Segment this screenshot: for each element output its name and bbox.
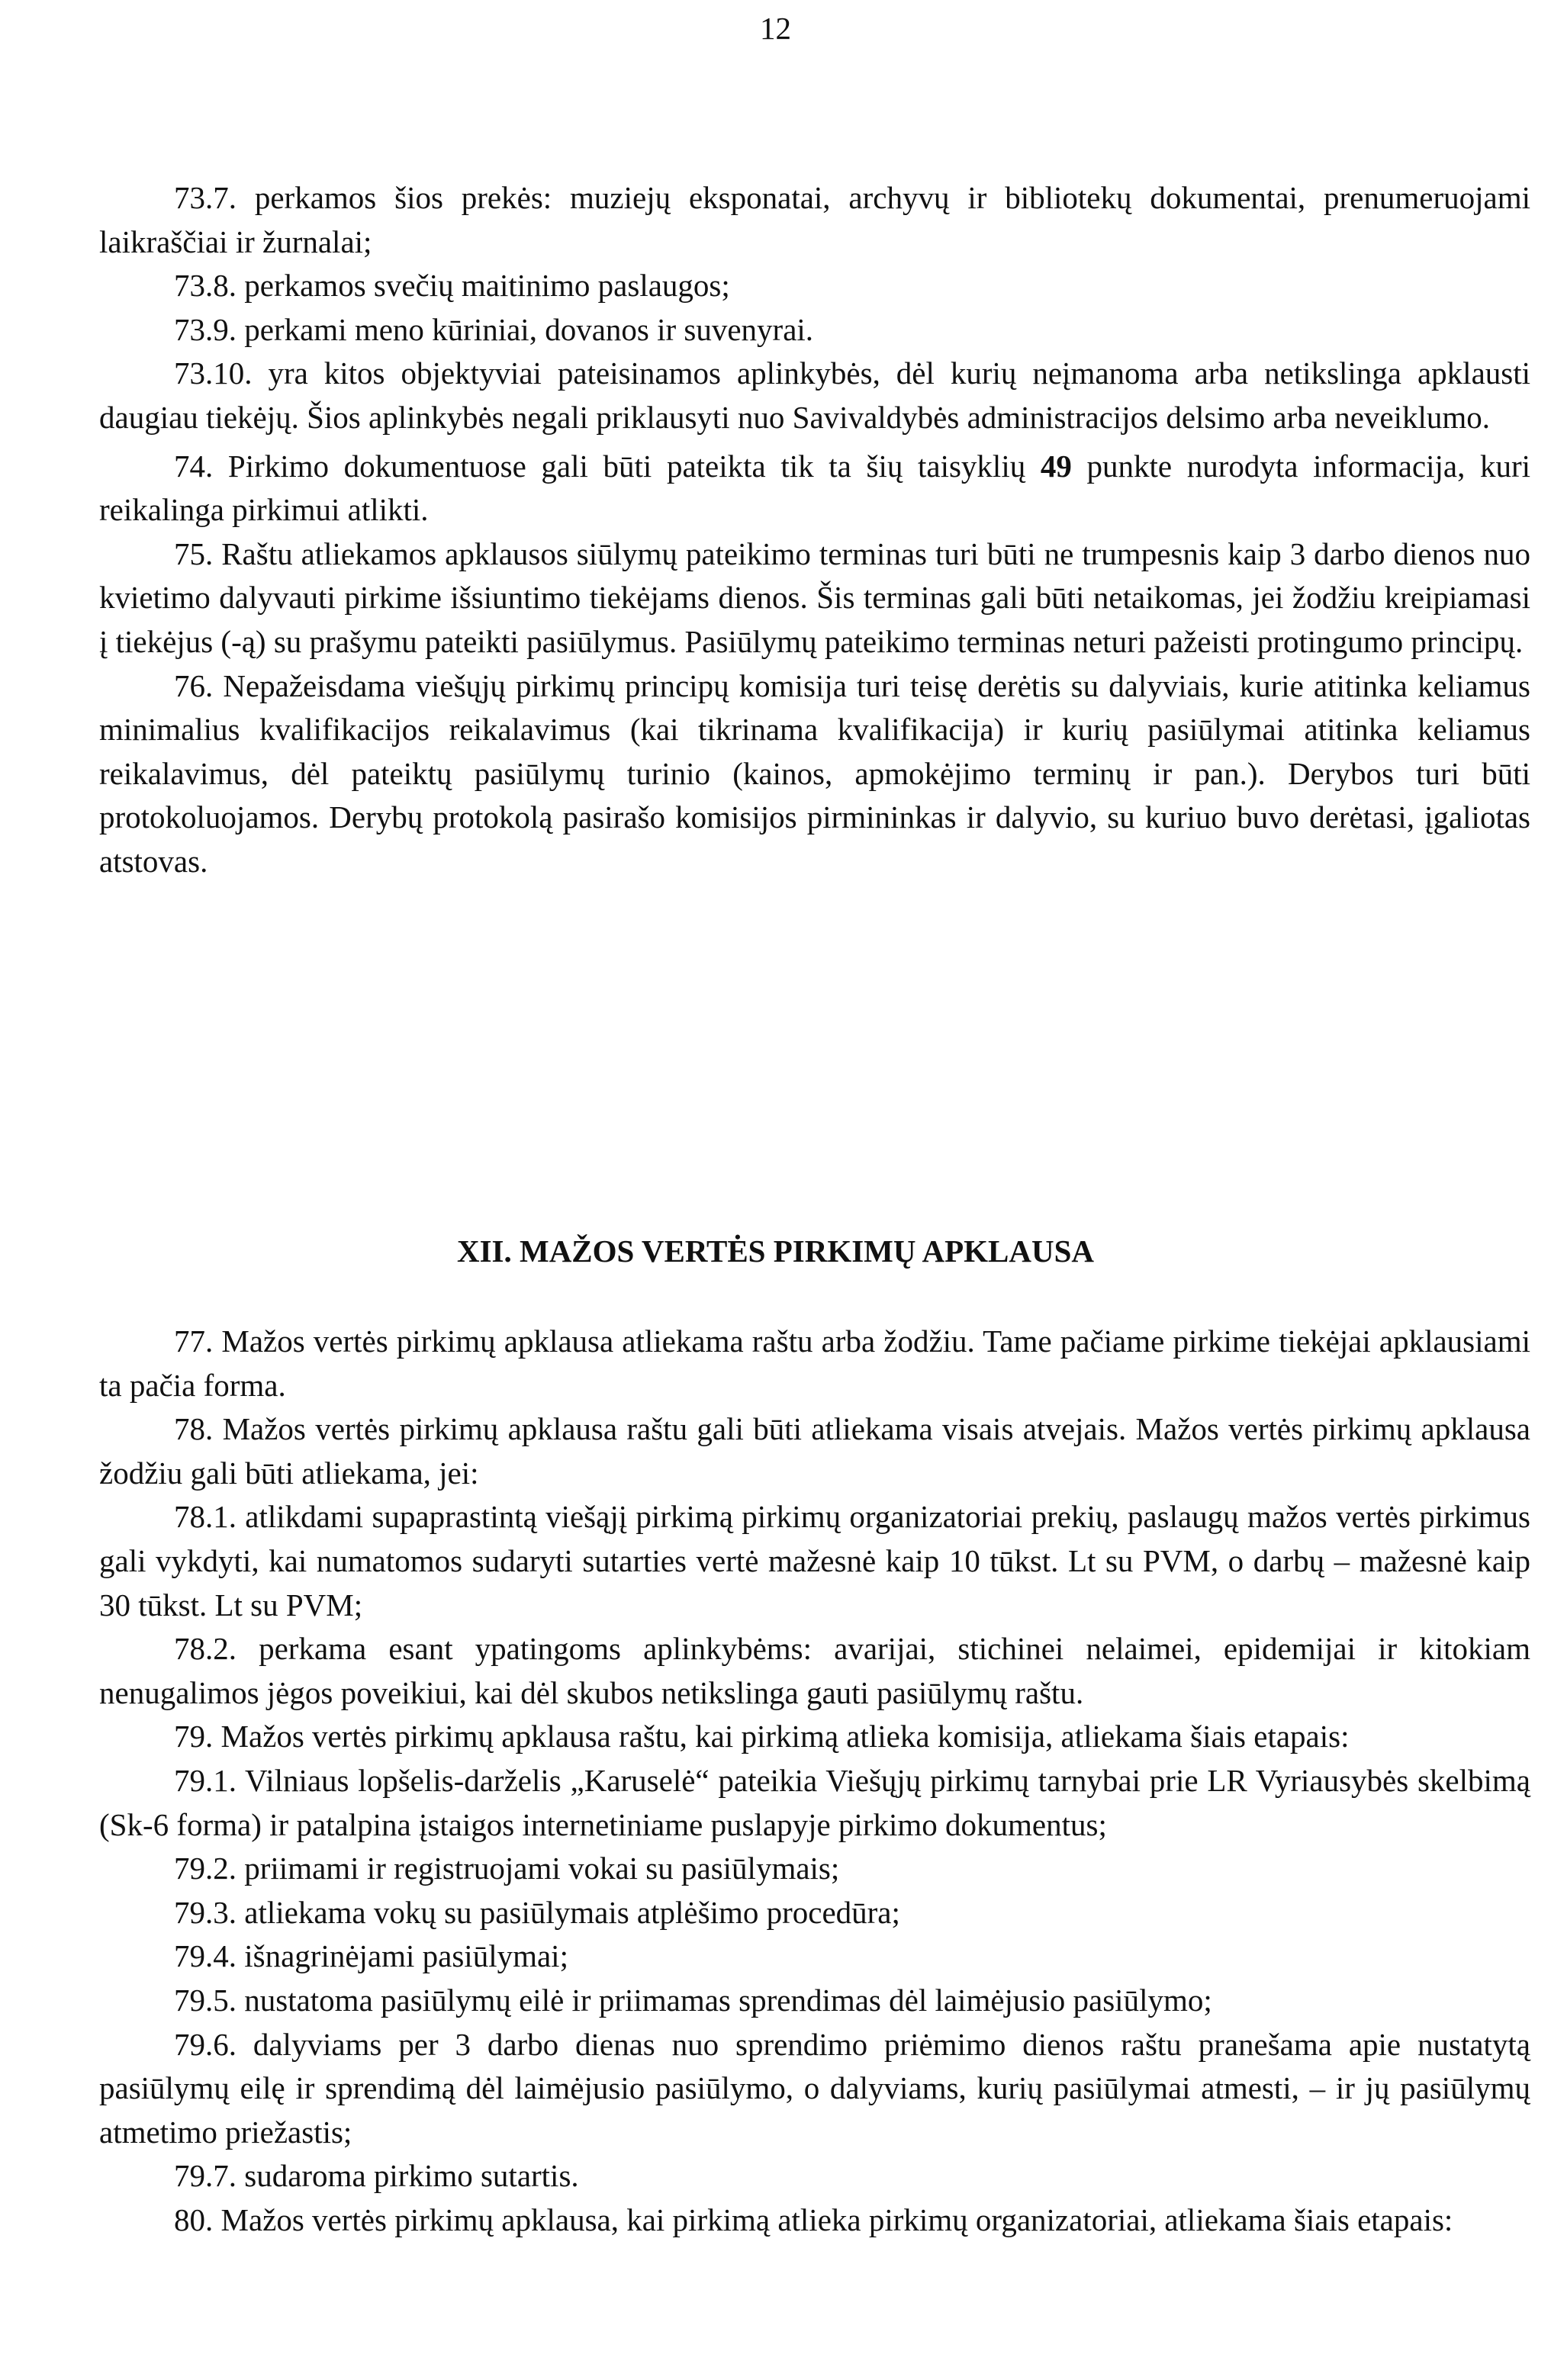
paragraph-73-8: 73.8. perkamos svečių maitinimo paslaugos; — [174, 268, 730, 304]
section-xii — [99, 1320, 1530, 2242]
paragraph-78-2: 78.2. perkama esant ypatingoms aplinkybėms: avarijai, stichinei nelaimei, epidemijai ir kitokiam nenugalimos jėgos poveikiui, kai dėl skubos netikslinga gauti pasiūlymų raštu. — [99, 1631, 1530, 1710]
page-number: 12 — [760, 11, 791, 46]
paragraph-79-2: 79.2. priimami ir registruojami vokai su pasiūlymais; — [174, 1851, 840, 1886]
paragraph-74-bold-number: 49 — [1040, 448, 1072, 484]
paragraph-79-1: 79.1. Vilniaus lopšelis-darželis „Karuselė“ pateikia Viešųjų pirkimų tarnybai prie LR Vyriausybės skelbimą (Sk-6 forma) ir patalpina įstaigos internetiniame puslapyje pirkimo dokumentus; — [99, 1762, 1530, 1842]
paragraph-75: 75. Raštu atliekamos apklausos siūlymų pateikimo terminas turi būti ne trumpesnis kaip 3 darbo dienos nuo kvietimo dalyvauti pirkime išsiuntimo tiekėjams dienos. Šis terminas gali būti netaikomas, jei žodžiu kreipiamasi į tiekėjus (-ą) su prašymu pateikti pasiūlymus. Pasiūlymų pateikimo terminas neturi pažeisti protingumo principų. — [99, 536, 1530, 659]
section-xi-continued — [99, 176, 1530, 884]
paragraph-77: 77. Mažos vertės pirkimų apklausa atliekama raštu arba žodžiu. Tame pačiame pirkime tiekėjai apklausiami ta pačia forma. — [99, 1323, 1530, 1403]
paragraph-73-9: 73.9. perkami meno kūriniai, dovanos ir suvenyrai. — [174, 311, 814, 347]
section-heading: XII. MAŽOS VERTĖS PIRKIMŲ APKLAUSA — [456, 1233, 1094, 1269]
paragraph-76: 76. Nepažeisdama viešųjų pirkimų principų komisija turi teisę derėtis su dalyviais, kurie atitinka keliamus minimalius kvalifikacijos reikalavimus (kai tikrinama kvalifikacija) ir kurių pasiūlymai atitinka keliamus reikalavimus, dėl pateiktų pasiūlymų turinio (kainos, apmokėjimo terminų ir pan.). Derybos turi būti protokoluojamos. Derybų protokolą pasirašo komisijos pirmininkas ir dalyvio, su kuriuo buvo derėtasi, įgaliotas atstovas. — [99, 667, 1530, 879]
paragraph-79-3: 79.3. atliekama vokų su pasiūlymais atplėšimo procedūra; — [174, 1894, 900, 1930]
paragraph-78: 78. Mažos vertės pirkimų apklausa raštu gali būti atliekama visais atvejais. Mažos vertės pirkimų apklausa žodžiu gali būti atliekama, jei: — [99, 1411, 1530, 1491]
paragraph-73-7: 73.7. perkamos šios prekės: muziejų eksponatai, archyvų ir bibliotekų dokumentai, prenumeruojami laikraščiai ir žurnalai; — [99, 180, 1530, 259]
paragraph-79: 79. Mažos vertės pirkimų apklausa raštu, kai pirkimą atlieka komisija, atliekama šiais etapais: — [174, 1719, 1350, 1754]
paragraph-79-6: 79.6. dalyviams per 3 darbo dienas nuo sprendimo priėmimo dienos raštu pranešama apie nustatytą pasiūlymų eilę ir sprendimą dėl laimėjusio pasiūlymo, o dalyviams, kurių pasiūlymai atmesti, – ir jų pasiūlymų atmetimo priežastis; — [99, 2026, 1530, 2150]
paragraph-74 — [99, 445, 1530, 532]
paragraph-78-1: 78.1. atlikdami supaprastintą viešąjį pirkimą pirkimų organizatoriai prekių, paslaugų mažos vertės pirkimus gali vykdyti, kai numatomos sudaryti sutarties vertė mažesnė kaip 10 tūkst. Lt su PVM, o darbų – mažesnė kaip 30 tūkst. Lt su PVM; — [99, 1499, 1530, 1623]
paragraph-74-text: 74. Pirkimo dokumentuose gali būti pateikta tik ta šių taisyklių — [174, 448, 1041, 484]
paragraph-80: 80. Mažos vertės pirkimų apklausa, kai pirkimą atlieka pirkimų organizatoriai, atliekama šiais etapais: — [174, 2202, 1453, 2237]
paragraph-79-7: 79.7. sudaroma pirkimo sutartis. — [174, 2158, 579, 2194]
paragraph-79-4: 79.4. išnagrinėjami pasiūlymai; — [174, 1938, 568, 1974]
paragraph-79-5: 79.5. nustatoma pasiūlymų eilė ir priimamas sprendimas dėl laimėjusio pasiūlymo; — [174, 1982, 1212, 2018]
paragraph-74-text-end: punkte nurodyta informacija, kuri reikalinga pirkimui atlikti. — [99, 448, 1530, 528]
paragraph-73-10: 73.10. yra kitos objektyviai pateisinamos aplinkybės, dėl kurių neįmanoma arba netikslinga apklausti daugiau tiekėjų. Šios aplinkybės negali priklausyti nuo Savivaldybės administracijos delsimo arba neveiklumo. — [99, 355, 1530, 435]
